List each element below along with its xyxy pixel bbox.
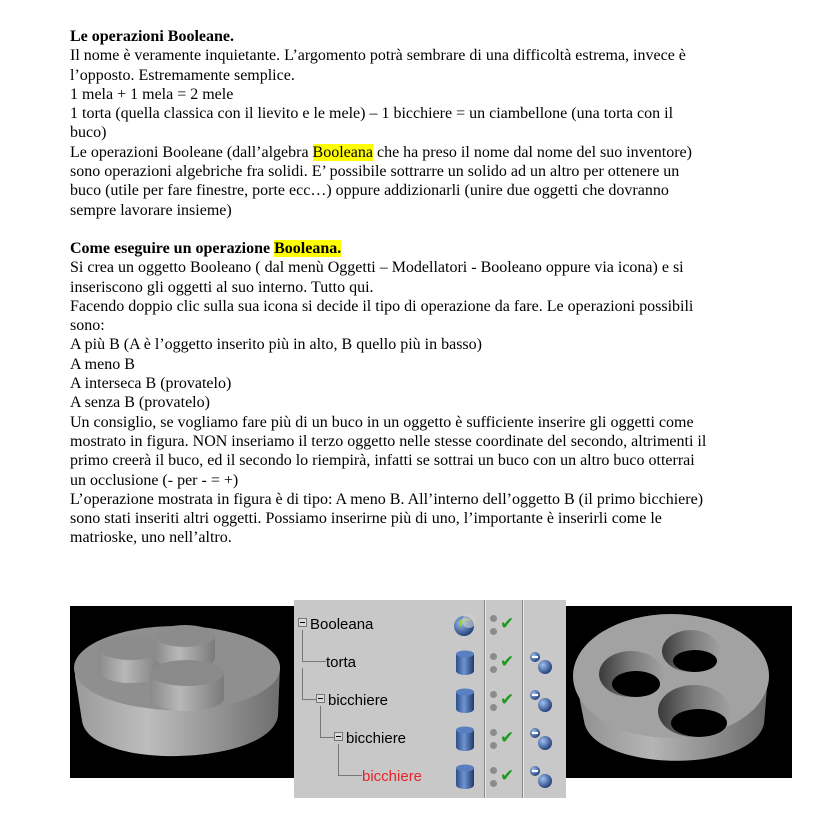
text-line: 1 torta (quella classica con il lievito e le mele) – 1 bicchiere = un ciambellone (una torta con il [70,105,674,123]
enabled-check-icon[interactable]: ✔ [500,652,515,672]
title-fragment: Come eseguire un operazione [70,239,275,257]
highlighted-term: Booleana [312,143,373,161]
editor-render-dots-icon[interactable] [490,767,498,789]
section-title-booleane: Le operazioni Booleane. [70,28,234,45]
cylinder-icon [454,650,476,680]
enabled-check-icon[interactable]: ✔ [500,728,515,748]
text-line: A meno B [70,355,135,373]
enabled-check-icon[interactable]: ✔ [500,690,515,710]
enabled-check-icon[interactable]: ✔ [500,614,515,634]
tree-item-label: bicchiere [362,768,423,785]
highlighted-term: Booleana. [274,239,342,257]
enabled-check-icon[interactable]: ✔ [500,766,515,786]
tag-icon[interactable] [528,764,554,794]
tree-connector [302,661,326,662]
collapse-toggle[interactable] [316,694,325,703]
editor-render-dots-icon[interactable] [490,691,498,713]
text-line: Un consiglio, se vogliamo fare più di un buco in un oggetto è sufficiente inserire gli oggetti come [70,413,694,431]
editor-render-dots-icon[interactable] [490,653,498,675]
render-after-boolean [566,606,792,778]
tree-item[interactable] [294,682,566,720]
text-line: L’operazione mostrata in figura è di tipo: A meno B. All’interno dell’oggetto B (il primo bicchiere) [70,490,704,508]
text-line: 1 mela + 1 mela = 2 mele [70,85,234,103]
text-line: l’opposto. Estremamente semplice. [70,66,295,84]
cylinder-icon [454,764,476,794]
tree-item[interactable] [294,644,566,682]
figure-row [70,606,792,798]
paragraph-gap [70,220,800,239]
tree-connector [302,699,316,700]
tree-connector [338,744,339,775]
tree-item-label: torta [326,654,357,671]
text-line-algebra [70,143,800,162]
tree-connector [302,668,303,699]
tree-item[interactable] [294,606,566,644]
text-line: Il nome è veramente inquietante. L’argomento potrà sembrare di una difficoltà estrema, invece è [70,47,686,65]
collapse-toggle[interactable] [334,732,343,741]
text-line: primo creerà il buco, ed il secondo lo riempirà, infatti se sottrai un buco con un altro buco otterrai [70,452,695,470]
cylinder-icon [454,688,476,718]
cylinder-icon [454,726,476,756]
boolean-icon [451,612,477,642]
tree-connector [320,706,321,737]
text-line: inseriscono gli oggetti al suo interno. Tutto qui. [70,278,374,296]
tree-item-label: Booleana [310,616,374,633]
text-line: Facendo doppio clic sulla sua icona si decide il tipo di operazione da fare. Le operazioni possibili [70,297,694,315]
document-body [70,27,800,548]
cake-with-cylinders-image [70,606,295,778]
render-before-boolean [70,606,295,778]
text-fragment: Le operazioni Booleane (dall’algebra [70,143,313,161]
cake-with-holes-image [566,606,792,778]
text-line: A interseca B (provatelo) [70,375,232,393]
text-line: A più B (A è l’oggetto inserito più in alto, B quello più in basso) [70,336,482,354]
tag-icon[interactable] [528,650,554,680]
tag-icon[interactable] [528,688,554,718]
text-line: sempre lavorare insieme) [70,201,232,219]
text-line: un occlusione (- per - = +) [70,471,239,489]
text-line: sono: [70,317,105,335]
text-line: mostrato in figura. NON inseriamo il terzo oggetto nelle stesse coordinate del secondo, altrimenti il [70,432,707,450]
object-manager-panel [294,600,566,798]
tree-item[interactable] [294,720,566,758]
tree-connector [338,775,362,776]
editor-render-dots-icon[interactable] [490,615,498,637]
text-line: A senza B (provatelo) [70,394,210,412]
section-title-come-eseguire [70,239,800,258]
tree-item-label: bicchiere [328,692,389,709]
tree-item[interactable] [294,758,566,796]
section2-lines [70,258,800,547]
collapse-toggle[interactable] [298,618,307,627]
text-line: sono operazioni algebriche fra solidi. E’ possibile sottrarre un solido ad un altro per ottenere un [70,163,680,181]
text-line: Si crea un oggetto Booleano ( dal menù Oggetti – Modellatori - Booleano oppure via icona) e si [70,259,684,277]
editor-render-dots-icon[interactable] [490,729,498,751]
tree-item-label: bicchiere [346,730,407,747]
text-fragment: che ha preso il nome dal nome del suo inventore) [372,143,692,161]
text-line: sono stati inseriti altri oggetti. Possiamo inserirne più di uno, l’importante è inserirli come le [70,510,662,528]
tree-connector [302,630,303,661]
tree-connector [320,737,334,738]
tag-icon[interactable] [528,726,554,756]
text-line: buco) [70,124,107,142]
text-line: buco (utile per fare finestre, porte ecc…) oppure addizionarli (unire due oggetti che dovranno [70,182,669,200]
text-line: matrioske, uno nell’altro. [70,529,232,547]
